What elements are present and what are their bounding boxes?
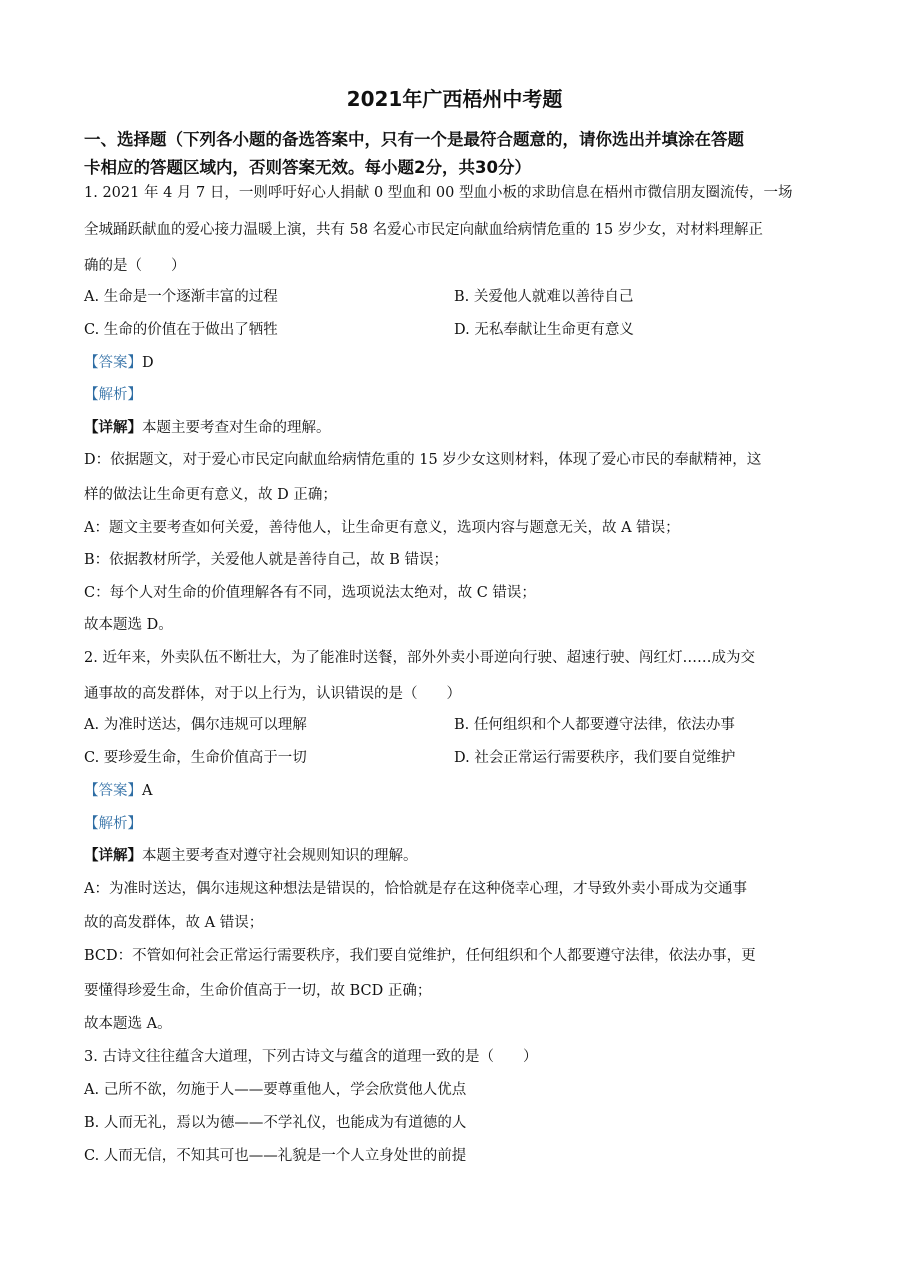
detail-tag: 【详解】 [84,419,142,436]
q1-stem-line-2: 全城踊跃献血的爱心接力温暖上演，共有 58 名爱心市民定向献血给病情危重的 15 岁少女，对材料理解正 [84,222,763,238]
q2-conclusion: 故本题选 A。 [84,1016,172,1032]
q1-explain-c: C：每个人对生命的价值理解各有不同，选项说法太绝对，故 C 错误； [84,585,536,601]
detail-text: 本题主要考查对生命的理解。 [142,420,331,436]
analysis-tag: 【解析】 [84,387,142,403]
q2-analysis-tag [84,814,142,834]
analysis-tag: 【解析】 [84,816,142,832]
q1-stem-line-3: 确的是（ ） [84,258,186,274]
q2-explain-bcd-line-1: BCD：不管如何社会正常运行需要秩序，我们要自觉维护，任何组织和个人都要遵守法律，依法办事，更 [84,948,756,964]
answer-value: D [142,355,154,371]
q1-explain-b: B：依据教材所学，关爱他人就是善待自己，故 B 错误； [84,552,449,568]
q2-option-a: A. 为准时送达，偶尔违规可以理解 [84,717,307,733]
q1-conclusion: 故本题选 D。 [84,617,173,633]
q1-analysis-tag [84,385,142,405]
q2-explain-a-line-1: A：为准时送达，偶尔违规这种想法是错误的，恰恰就是存在这种侥幸心理，才导致外卖小哥成为交通事 [84,881,747,897]
q1-option-c: C. 生命的价值在于做出了牺牲 [84,322,278,338]
q1-answer [84,353,154,373]
q2-answer [84,781,152,801]
q3-option-a: A. 己所不欲，勿施于人——要尊重他人，学会欣赏他人优点 [84,1082,467,1098]
section-heading [84,126,834,182]
q2-stem-line-2: 通事故的高发群体，对于以上行为，认识错误的是（ ） [84,686,461,702]
detail-tag: 【详解】 [84,847,142,864]
q1-option-b: B. 关爱他人就难以善待自己 [454,289,634,305]
section-heading-line-2: 卡相应的答题区域内，否则答案无效。每小题2分，共30分） [84,158,531,177]
q2-explain-bcd-line-2: 要懂得珍爱生命，生命价值高于一切，故 BCD 正确； [84,983,432,999]
page-title: 2021年广西梧州中考题 [346,87,563,111]
q2-option-d: D. 社会正常运行需要秩序，我们要自觉维护 [454,750,736,766]
q1-option-d: D. 无私奉献让生命更有意义 [454,322,634,338]
q3-option-b: B. 人而无礼，焉以为德——不学礼仪，也能成为有道德的人 [84,1115,467,1131]
q1-explain-d-line-2: 样的做法让生命更有意义，故 D 正确； [84,487,337,503]
section-heading-line-1: 一、选择题（下列各小题的备选答案中，只有一个是最符合题意的，请你选出并填涂在答题 [84,130,744,149]
q2-detail [84,846,418,866]
q2-option-c: C. 要珍爱生命，生命价值高于一切 [84,750,307,766]
q3-option-c: C. 人而无信，不知其可也——礼貌是一个人立身处世的前提 [84,1148,467,1164]
q1-stem-line-1: 1. 2021 年 4 月 7 日，一则呼吁好心人捐献 0 型血和 00 型血小板的求助信息在梧州市微信朋友圈流传，一场 [84,185,793,201]
answer-tag: 【答案】 [84,783,142,799]
q1-detail [84,418,331,438]
q2-option-b: B. 任何组织和个人都要遵守法律，依法办事 [454,717,735,733]
q1-explain-a: A：题文主要考查如何关爱，善待他人，让生命更有意义，选项内容与题意无关，故 A 错误； [84,520,680,536]
q2-stem-line-1: 2. 近年来，外卖队伍不断壮大，为了能准时送餐，部外外卖小哥逆向行驶、超速行驶、闯红灯……成为交 [84,650,755,666]
q3-stem-line-1: 3. 古诗文往往蕴含大道理，下列古诗文与蕴含的道理一致的是（ ） [84,1049,538,1065]
detail-text: 本题主要考查对遵守社会规则知识的理解。 [142,848,418,864]
q1-explain-d-line-1: D：依据题文，对于爱心市民定向献血给病情危重的 15 岁少女这则材料，体现了爱心市民的奉献精神，这 [84,452,762,468]
answer-value: A [142,783,153,799]
q1-option-a: A. 生命是一个逐渐丰富的过程 [84,289,278,305]
answer-tag: 【答案】 [84,355,142,371]
q2-explain-a-line-2: 故的高发群体，故 A 错误； [84,915,264,931]
